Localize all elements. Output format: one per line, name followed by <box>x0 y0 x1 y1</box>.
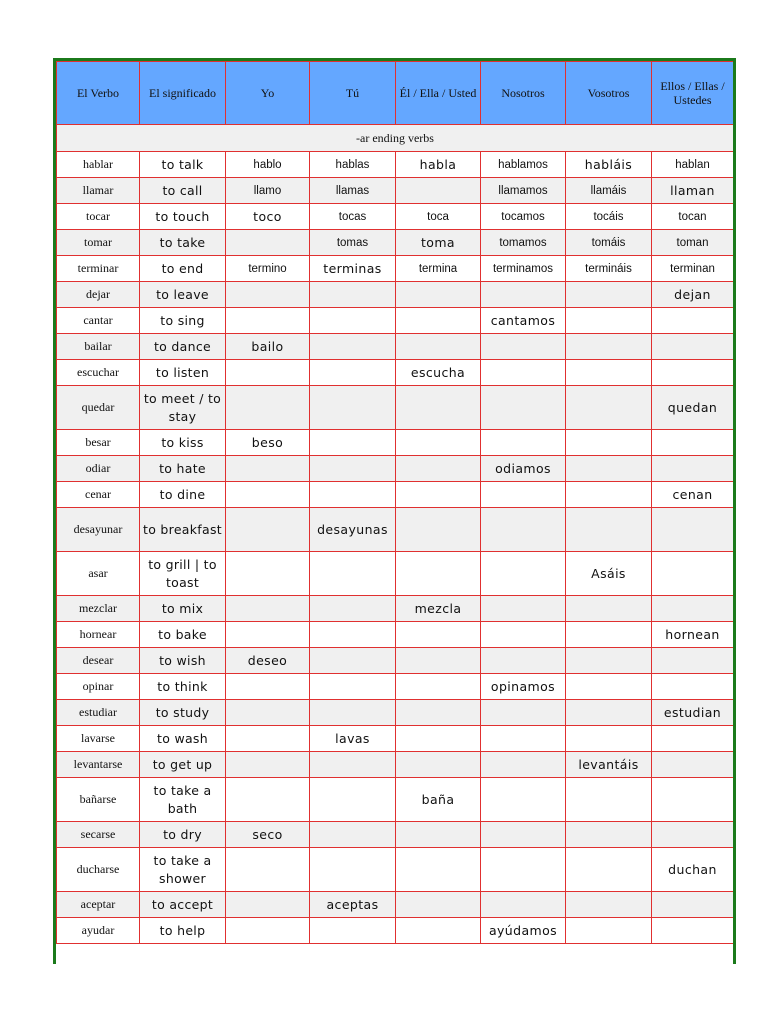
cell-vosotros <box>566 674 652 700</box>
table-row <box>57 386 734 430</box>
cell-ellos: terminan <box>652 256 734 282</box>
cell-el <box>396 700 481 726</box>
cell-vosotros: llamáis <box>566 178 652 204</box>
cell-nosotros <box>481 700 566 726</box>
table-row <box>57 508 734 552</box>
table-row <box>57 178 734 204</box>
cell-meaning: to bake <box>140 622 226 648</box>
cell-ellos <box>652 596 734 622</box>
cell-meaning: to meet / to stay <box>140 386 226 430</box>
table-row <box>57 152 734 178</box>
cell-ellos: hablan <box>652 152 734 178</box>
cell-ellos <box>652 334 734 360</box>
cell-verb: lavarse <box>57 726 140 752</box>
cell-nosotros: ayúdamos <box>481 918 566 944</box>
cell-vosotros: termináis <box>566 256 652 282</box>
cell-el <box>396 282 481 308</box>
cell-verb: ayudar <box>57 918 140 944</box>
cell-vosotros <box>566 334 652 360</box>
cell-meaning: to grill | to toast <box>140 552 226 596</box>
cell-meaning: to dry <box>140 822 226 848</box>
cell-yo: termino <box>226 256 310 282</box>
cell-tu <box>310 648 396 674</box>
cell-yo: bailo <box>226 334 310 360</box>
table-row <box>57 256 734 282</box>
cell-el: mezcla <box>396 596 481 622</box>
cell-meaning: to listen <box>140 360 226 386</box>
cell-nosotros: cantamos <box>481 308 566 334</box>
cell-vosotros <box>566 622 652 648</box>
cell-tu <box>310 386 396 430</box>
cell-nosotros: tocamos <box>481 204 566 230</box>
cell-el: toca <box>396 204 481 230</box>
header-el-ella-usted: Él / Ella / Usted <box>396 62 481 125</box>
cell-el <box>396 848 481 892</box>
cell-verb: bailar <box>57 334 140 360</box>
cell-el <box>396 178 481 204</box>
cell-yo: llamo <box>226 178 310 204</box>
cell-ellos <box>652 892 734 918</box>
cell-nosotros <box>481 848 566 892</box>
cell-el <box>396 456 481 482</box>
cell-verb: escuchar <box>57 360 140 386</box>
header-tu: Tú <box>310 62 396 125</box>
cell-yo <box>226 282 310 308</box>
cell-ellos: estudian <box>652 700 734 726</box>
cell-tu <box>310 308 396 334</box>
cell-verb: desayunar <box>57 508 140 552</box>
table-row <box>57 204 734 230</box>
table-row <box>57 622 734 648</box>
cell-tu: terminas <box>310 256 396 282</box>
cell-el <box>396 674 481 700</box>
cell-tu <box>310 430 396 456</box>
cell-tu: desayunas <box>310 508 396 552</box>
cell-verb: estudiar <box>57 700 140 726</box>
cell-ellos: dejan <box>652 282 734 308</box>
table-body <box>57 125 734 944</box>
cell-nosotros <box>481 360 566 386</box>
cell-tu <box>310 778 396 822</box>
cell-vosotros: Asáis <box>566 552 652 596</box>
cell-el <box>396 822 481 848</box>
cell-vosotros <box>566 482 652 508</box>
cell-vosotros <box>566 822 652 848</box>
cell-yo <box>226 892 310 918</box>
cell-nosotros <box>481 552 566 596</box>
cell-vosotros <box>566 430 652 456</box>
header-row <box>57 62 734 125</box>
cell-vosotros <box>566 648 652 674</box>
cell-ellos: quedan <box>652 386 734 430</box>
cell-vosotros <box>566 848 652 892</box>
cell-ellos <box>652 726 734 752</box>
table-row <box>57 308 734 334</box>
cell-el: baña <box>396 778 481 822</box>
cell-vosotros <box>566 726 652 752</box>
cell-verb: asar <box>57 552 140 596</box>
cell-tu <box>310 918 396 944</box>
table-row <box>57 456 734 482</box>
cell-verb: mezclar <box>57 596 140 622</box>
cell-verb: terminar <box>57 256 140 282</box>
cell-meaning: to wish <box>140 648 226 674</box>
cell-nosotros: opinamos <box>481 674 566 700</box>
cell-ellos: duchan <box>652 848 734 892</box>
cell-yo <box>226 386 310 430</box>
cell-nosotros <box>481 282 566 308</box>
cell-vosotros <box>566 308 652 334</box>
table-row <box>57 778 734 822</box>
cell-ellos <box>652 360 734 386</box>
cell-ellos: hornean <box>652 622 734 648</box>
table-row <box>57 596 734 622</box>
cell-nosotros <box>481 386 566 430</box>
cell-yo <box>226 360 310 386</box>
conjugation-table <box>56 61 734 944</box>
cell-nosotros: odiamos <box>481 456 566 482</box>
cell-ellos: tocan <box>652 204 734 230</box>
cell-meaning: to take <box>140 230 226 256</box>
cell-nosotros <box>481 892 566 918</box>
cell-yo <box>226 848 310 892</box>
cell-el: toma <box>396 230 481 256</box>
cell-yo <box>226 482 310 508</box>
cell-tu: lavas <box>310 726 396 752</box>
cell-meaning: to leave <box>140 282 226 308</box>
cell-el <box>396 308 481 334</box>
cell-ellos <box>652 822 734 848</box>
cell-meaning: to take a shower <box>140 848 226 892</box>
table-row <box>57 674 734 700</box>
cell-yo: toco <box>226 204 310 230</box>
cell-verb: cantar <box>57 308 140 334</box>
cell-meaning: to breakfast <box>140 508 226 552</box>
cell-tu: tocas <box>310 204 396 230</box>
cell-el: termina <box>396 256 481 282</box>
cell-tu <box>310 552 396 596</box>
cell-meaning: to think <box>140 674 226 700</box>
cell-nosotros: tomamos <box>481 230 566 256</box>
cell-tu: tomas <box>310 230 396 256</box>
cell-vosotros: tocáis <box>566 204 652 230</box>
cell-meaning: to dine <box>140 482 226 508</box>
cell-meaning: to get up <box>140 752 226 778</box>
table-row <box>57 334 734 360</box>
cell-meaning: to call <box>140 178 226 204</box>
cell-verb: bañarse <box>57 778 140 822</box>
cell-tu <box>310 700 396 726</box>
cell-verb: hablar <box>57 152 140 178</box>
cell-verb: tomar <box>57 230 140 256</box>
cell-yo: beso <box>226 430 310 456</box>
cell-vosotros <box>566 360 652 386</box>
table-row <box>57 552 734 596</box>
cell-el: escucha <box>396 360 481 386</box>
cell-vosotros <box>566 918 652 944</box>
cell-yo <box>226 308 310 334</box>
cell-nosotros <box>481 482 566 508</box>
cell-vosotros <box>566 386 652 430</box>
cell-ellos: toman <box>652 230 734 256</box>
cell-meaning: to hate <box>140 456 226 482</box>
cell-vosotros <box>566 456 652 482</box>
cell-verb: tocar <box>57 204 140 230</box>
cell-ellos <box>652 648 734 674</box>
cell-yo <box>226 230 310 256</box>
cell-verb: ducharse <box>57 848 140 892</box>
cell-tu <box>310 360 396 386</box>
cell-tu <box>310 482 396 508</box>
table-row <box>57 230 734 256</box>
cell-ellos <box>652 918 734 944</box>
cell-verb: aceptar <box>57 892 140 918</box>
table-row <box>57 648 734 674</box>
cell-nosotros <box>481 430 566 456</box>
cell-tu: hablas <box>310 152 396 178</box>
table-row <box>57 430 734 456</box>
conjugation-sheet <box>53 58 736 964</box>
section-row <box>57 125 734 152</box>
cell-meaning: to touch <box>140 204 226 230</box>
cell-tu <box>310 282 396 308</box>
cell-vosotros <box>566 282 652 308</box>
cell-yo <box>226 700 310 726</box>
cell-tu <box>310 622 396 648</box>
cell-nosotros <box>481 334 566 360</box>
cell-tu <box>310 848 396 892</box>
table-row <box>57 822 734 848</box>
cell-vosotros <box>566 596 652 622</box>
cell-vosotros <box>566 778 652 822</box>
cell-meaning: to dance <box>140 334 226 360</box>
table-row <box>57 918 734 944</box>
table-row <box>57 848 734 892</box>
section-label: -ar ending verbs <box>57 125 734 152</box>
cell-el <box>396 334 481 360</box>
cell-yo <box>226 726 310 752</box>
cell-yo <box>226 456 310 482</box>
cell-el <box>396 752 481 778</box>
cell-yo <box>226 674 310 700</box>
cell-verb: levantarse <box>57 752 140 778</box>
header-ellos-ellas-ustedes: Ellos / Ellas / Ustedes <box>652 62 734 125</box>
table-row <box>57 700 734 726</box>
cell-vosotros <box>566 892 652 918</box>
cell-nosotros: llamamos <box>481 178 566 204</box>
cell-verb: desear <box>57 648 140 674</box>
cell-verb: cenar <box>57 482 140 508</box>
cell-yo <box>226 596 310 622</box>
cell-vosotros <box>566 508 652 552</box>
cell-tu <box>310 822 396 848</box>
cell-yo <box>226 552 310 596</box>
cell-verb: quedar <box>57 386 140 430</box>
cell-meaning: to wash <box>140 726 226 752</box>
cell-el: habla <box>396 152 481 178</box>
cell-tu <box>310 334 396 360</box>
cell-ellos <box>652 552 734 596</box>
cell-yo: seco <box>226 822 310 848</box>
cell-nosotros <box>481 822 566 848</box>
cell-meaning: to kiss <box>140 430 226 456</box>
header-vosotros: Vosotros <box>566 62 652 125</box>
cell-el <box>396 892 481 918</box>
cell-meaning: to take a bath <box>140 778 226 822</box>
cell-ellos <box>652 674 734 700</box>
cell-yo <box>226 508 310 552</box>
table-row <box>57 892 734 918</box>
cell-tu <box>310 596 396 622</box>
cell-el <box>396 430 481 456</box>
cell-nosotros <box>481 778 566 822</box>
cell-yo: hablo <box>226 152 310 178</box>
cell-el <box>396 918 481 944</box>
cell-tu: llamas <box>310 178 396 204</box>
cell-el <box>396 482 481 508</box>
cell-verb: hornear <box>57 622 140 648</box>
header-yo: Yo <box>226 62 310 125</box>
cell-yo <box>226 778 310 822</box>
table-header <box>57 62 734 125</box>
cell-nosotros <box>481 596 566 622</box>
cell-ellos: cenan <box>652 482 734 508</box>
cell-el <box>396 508 481 552</box>
cell-el <box>396 622 481 648</box>
cell-el <box>396 726 481 752</box>
cell-ellos <box>652 430 734 456</box>
cell-el <box>396 386 481 430</box>
cell-yo <box>226 752 310 778</box>
cell-verb: odiar <box>57 456 140 482</box>
cell-nosotros: terminamos <box>481 256 566 282</box>
cell-yo <box>226 918 310 944</box>
cell-nosotros <box>481 622 566 648</box>
cell-vosotros: levantáis <box>566 752 652 778</box>
cell-nosotros <box>481 726 566 752</box>
cell-tu <box>310 456 396 482</box>
cell-ellos <box>652 778 734 822</box>
cell-meaning: to help <box>140 918 226 944</box>
table-row <box>57 282 734 308</box>
cell-ellos: llaman <box>652 178 734 204</box>
cell-meaning: to mix <box>140 596 226 622</box>
cell-verb: opinar <box>57 674 140 700</box>
cell-ellos <box>652 308 734 334</box>
cell-el <box>396 648 481 674</box>
cell-vosotros: habláis <box>566 152 652 178</box>
cell-nosotros <box>481 508 566 552</box>
cell-meaning: to talk <box>140 152 226 178</box>
cell-meaning: to accept <box>140 892 226 918</box>
cell-nosotros <box>481 648 566 674</box>
cell-nosotros <box>481 752 566 778</box>
cell-meaning: to end <box>140 256 226 282</box>
cell-tu <box>310 674 396 700</box>
cell-meaning: to study <box>140 700 226 726</box>
table-row <box>57 482 734 508</box>
header-verb: El Verbo <box>57 62 140 125</box>
cell-verb: secarse <box>57 822 140 848</box>
cell-verb: dejar <box>57 282 140 308</box>
cell-verb: besar <box>57 430 140 456</box>
table-row <box>57 360 734 386</box>
header-nosotros: Nosotros <box>481 62 566 125</box>
cell-tu <box>310 752 396 778</box>
cell-ellos <box>652 752 734 778</box>
cell-meaning: to sing <box>140 308 226 334</box>
cell-yo <box>226 622 310 648</box>
cell-el <box>396 552 481 596</box>
cell-verb: llamar <box>57 178 140 204</box>
table-row <box>57 726 734 752</box>
cell-ellos <box>652 456 734 482</box>
cell-yo: deseo <box>226 648 310 674</box>
cell-vosotros: tomáis <box>566 230 652 256</box>
cell-tu: aceptas <box>310 892 396 918</box>
header-meaning: El significado <box>140 62 226 125</box>
cell-vosotros <box>566 700 652 726</box>
table-row <box>57 752 734 778</box>
cell-nosotros: hablamos <box>481 152 566 178</box>
cell-ellos <box>652 508 734 552</box>
